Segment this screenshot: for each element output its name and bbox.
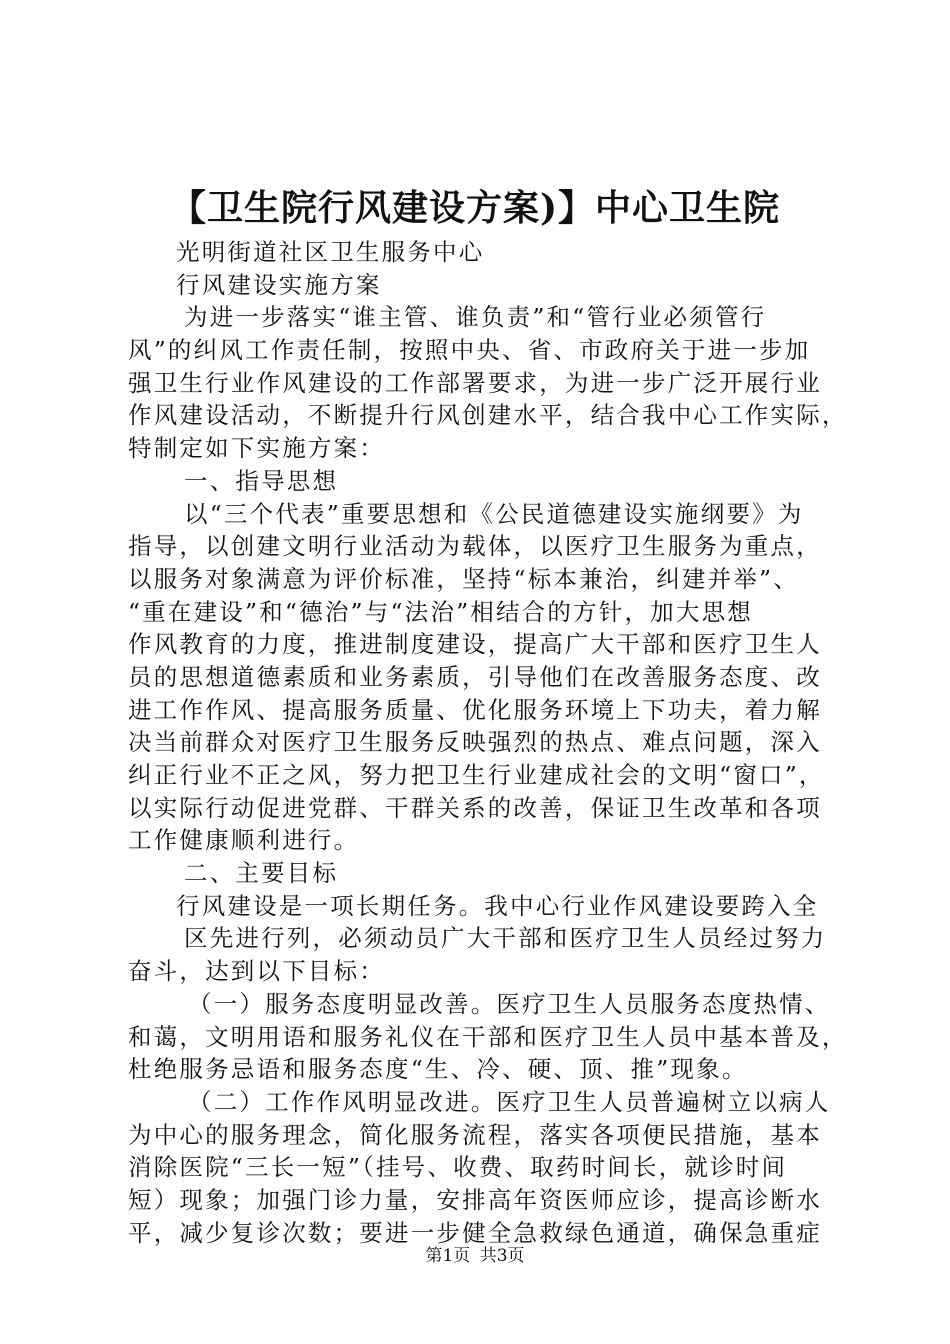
paragraph-line: 为进一步落实“谁主管、谁负责”和“管行业必须管行 (184, 303, 767, 332)
paragraph-line: 为中心的服务理念，简化服务流程，落实各项便民措施，基本 (128, 1120, 822, 1149)
section-heading: 一、指导思想 (184, 466, 339, 495)
org-name-line: 光明街道社区卫生服务中心 (176, 238, 485, 266)
paragraph-line: （二）工作作风明显改进。医疗卫生人员普遍树立以病人 (188, 1087, 831, 1116)
paragraph-line: 消除医院“三长一短”（挂号、收费、取药时间长，就诊时间 (128, 1153, 788, 1182)
paragraph-line: 特制定如下实施方案： (128, 434, 385, 463)
paragraph-line: 区先进行列，必须动员广大干部和医疗卫生人员经过努力 (184, 924, 827, 953)
paragraph-line: 决当前群众对医疗卫生服务反映强烈的热点、难点问题，深入 (128, 728, 822, 757)
paragraph-line: 短）现象；加强门诊力量，安排高年资医师应诊，提高诊断水 (128, 1185, 822, 1214)
paragraph-line: “重在建设”和“德治”与“法治”相结合的方针，加大思想 (128, 597, 753, 626)
page-footer (0, 1245, 950, 1267)
paragraph-line: 纠正行业不正之风，努力把卫生行业建成社会的文明“窗口”， (128, 761, 825, 789)
page-total: 共3页 (479, 1246, 525, 1266)
paragraph-line: 风”的纠风工作责任制，按照中央、省、市政府关于进一步加 (128, 336, 811, 365)
paragraph-line: 指导，以创建文明行业活动为载体，以医疗卫生服务为重点， (128, 532, 822, 561)
paragraph-line: 工作健康顺利进行。 (128, 826, 360, 855)
document-title: 【卫生院行风建设方案)】中心卫生院 (169, 187, 781, 229)
paragraph-line: 员的思想道德素质和业务素质，引导他们在改善服务态度、改 (128, 662, 822, 691)
paragraph-line: 以服务对象满意为评价标准，坚持“标本兼治，纠建并举”、 (128, 564, 799, 593)
section-heading: 二、主要目标 (184, 859, 339, 888)
page-number: 第1页 (425, 1246, 471, 1266)
paragraph-line: （一）服务态度明显改善。医疗卫生人员服务态度热情、 (188, 989, 831, 1018)
paragraph-line: 奋斗，达到以下目标： (128, 957, 385, 986)
subtitle-line: 行风建设实施方案 (176, 270, 382, 299)
paragraph-line: 作风建设活动，不断提升行风创建水平，结合我中心工作实际， (128, 401, 848, 430)
paragraph-line: 进工作作风、提高服务质量、优化服务环境上下功夫，着力解 (128, 695, 822, 724)
document-body (128, 236, 848, 1249)
paragraph-line: 作风教育的力度，推进制度建设，提高广大干部和医疗卫生人 (128, 630, 822, 659)
paragraph-line: 以实际行动促进党群、干群关系的改善，保证卫生改革和各项 (128, 793, 822, 822)
paragraph-line: 强卫生行业作风建设的工作部署要求，为进一步广泛开展行业 (128, 368, 822, 397)
paragraph-line: 和蔼，文明用语和服务礼仪在干部和医疗卫生人员中基本普及， (128, 1022, 848, 1051)
paragraph-line: 杜绝服务忌语和服务态度“生、冷、硬、顶、推”现象。 (128, 1055, 748, 1084)
paragraph-line: 以“三个代表”重要思想和《公民道德建设实施纲要》为 (184, 499, 804, 528)
paragraph-line: 行风建设是一项长期任务。我中心行业作风建设要跨入全 (176, 891, 819, 920)
paragraph-line: 平，减少复诊次数；要进一步健全急救绿色通道，确保急重症 (128, 1218, 822, 1247)
